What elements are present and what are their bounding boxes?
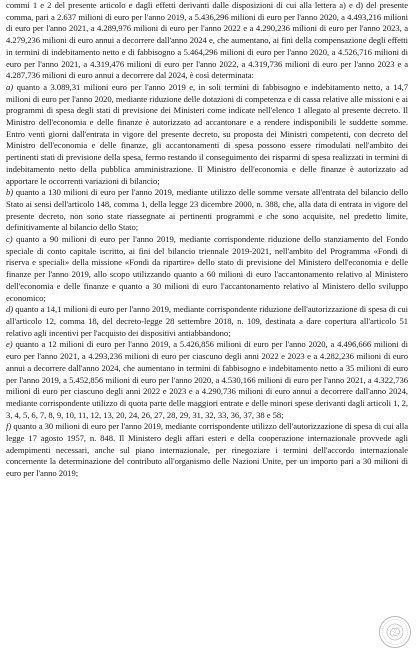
list-marker: c) [6,234,13,245]
list-marker: d) [6,304,14,315]
document-body [6,0,408,480]
list-marker: a) [6,81,14,92]
seal-icon [378,615,412,649]
paragraph-e: e) quanto a 12 milioni di euro per l'anno 2019, a 5.426,856 milioni di euro per l'anno 2020, a 4.496,666 milioni di euro per l'anno 2021, a 4.293,236 milioni di euro per ciascuno degli anni 2022 e 2023 e a 4.282,236 milioni di euro annui a decorrere dall'anno 2024, che aumentano in termini di fabbisogno e indebitamento netto a 35 milioni di euro per l'anno 2019, a 5.452,856 milioni di euro per l'anno 2020, a 4.530,166 milioni di euro per l'anno 2021, a 4.322,736 milioni di euro per ciascuno degli anni 2022 e 2023 e a 4.290,736 milioni di euro annui a decorrere dall'anno 2024, mediante corrispondente utilizzo di quota parte delle maggiori entrate e delle minori spese derivanti dagli articoli 1, 2, 3, 4, 5, 6, 7, 8, 9, 10, 11, 12, 13, 20, 24, 26, 27, 28, 29, 31, 32, 33, 36, 37, 38 e 58; [6,339,408,420]
paragraph-a: a) quanto a 3.089,31 milioni euro per l'anno 2019 e, in soli termini di fabbisogno e indebitamento netto, a 14,7 milioni di euro per l'anno 2020, mediante riduzione delle dotazioni di competenza e di cassa relative alle missioni e ai programmi di spesa degli stati di previsione dei Ministeri come indicate nell'elenco 1 allegato al presente decreto. Il Ministro dell'economia e delle finanze è autorizzato ad accantonare e a rendere indisponibili le suddette somme. Entro venti giorni dall'entrata in vigore del presente decreto, su proposta dei Ministri competenti, con decreto del Ministro dell'economia e delle finanze, gli accantonamenti di spesa possono essere rimodulati nell'ambito dei pertinenti stati di previsione della spesa, fermo restando il conseguimento dei risparmi di spesa realizzati in termini di indebitamento netto della pubblica amministrazione. Il Ministro dell'economia e delle finanze è autorizzato ad apportare le occorrenti variazioni di bilancio; [6,81,408,186]
paragraph-d: d) quanto a 14,1 milioni di euro per l'anno 2019, mediante corrispondente riduzione dell'autorizzazione di spesa di cui all'articolo 12, comma 18, del decreto-legge 28 settembre 2018, n. 109, destinata a dare copertura all'articolo 51 relativo agli incentivi per l'acquisto dei dispositivi antiabbandono; [6,304,408,338]
paragraph-intro: commi 1 e 2 del presente articolo e dagli effetti derivanti dalle disposizioni di cui alla lettera a) e d) del presente comma, pari a 2.637 milioni di euro per l'anno 2019, a 5.436,296 milioni di euro per l'anno 2020, a 4.493,216 milioni di euro per l'anno 2021, a 4.289,976 milioni di euro per l'anno 2022 e a 4.290,236 milioni di euro per l'anno 2023, a 4.279,236 milioni di euro annui a decorrere dall'anno 2024 e, che aumentano, ai fini della compensazione degli effetti in termini di indebitamento netto e di fabbisogno a 5.464,296 milioni di euro per l'anno 2020, a 4.526,716 milioni di euro per l'anno 2021, a 4.319,476 milioni di euro per l'anno 2022, a 4.319,736 milioni di euro per l'anno 2023 e a 4.287,736 milioni di euro annui a decorrere dal 2024, è così determinata: [6,0,408,81]
list-marker: f) [6,421,12,432]
paragraph-c: c) quanto a 90 milioni di euro per l'anno 2019, mediante corrispondente riduzione dello stanziamento del Fondo speciale di conto capitale iscritto, ai fini del bilancio triennale 2019-2021, nell'ambito del Programma «Fondi di riserva e speciali» della missione «Fondi da ripartire» dello stato di previsione del Ministero dell'economia e delle finanze per l'anno 2019, allo scopo utilizzando quanto a 60 milioni di euro l'accantonamento relativo al Ministero dell'economia e delle finanze e quanto a 30 milioni di euro l'accantonamento relativo al Ministero dello sviluppo economico; [6,234,408,303]
paragraph-b: b) quanto a 130 milioni di euro per l'anno 2019, mediante utilizzo delle somme versate all'entrata del bilancio dello Stato ai sensi dell'articolo 148, comma 1, della legge 23 dicembre 2000, n. 388, che, alla data di entrata in vigore del presente decreto, non sono state riassegnate ai pertinenti programmi e che sono acquisite, nel predetto limite, definitivamente al bilancio dello Stato; [6,187,408,233]
paragraph-f: f) quanto a 30 milioni di euro per l'anno 2019, mediante corrispondente utilizzo dell'autorizzazione di spesa di cui alla legge 17 agosto 1957, n. 848. Il Ministero degli affari esteri e della cooperazione internazionale provvede agli adempimenti necessari, anche sul piano internazionale, per rinegoziare i termini dell'accordo internazionale concernente la determinazione del contributo all'organismo delle Nazioni Unite, per un importo pari a 30 milioni di euro per l'anno 2019; [6,421,408,479]
list-marker: e) [6,339,13,350]
list-marker: b) [6,187,14,198]
